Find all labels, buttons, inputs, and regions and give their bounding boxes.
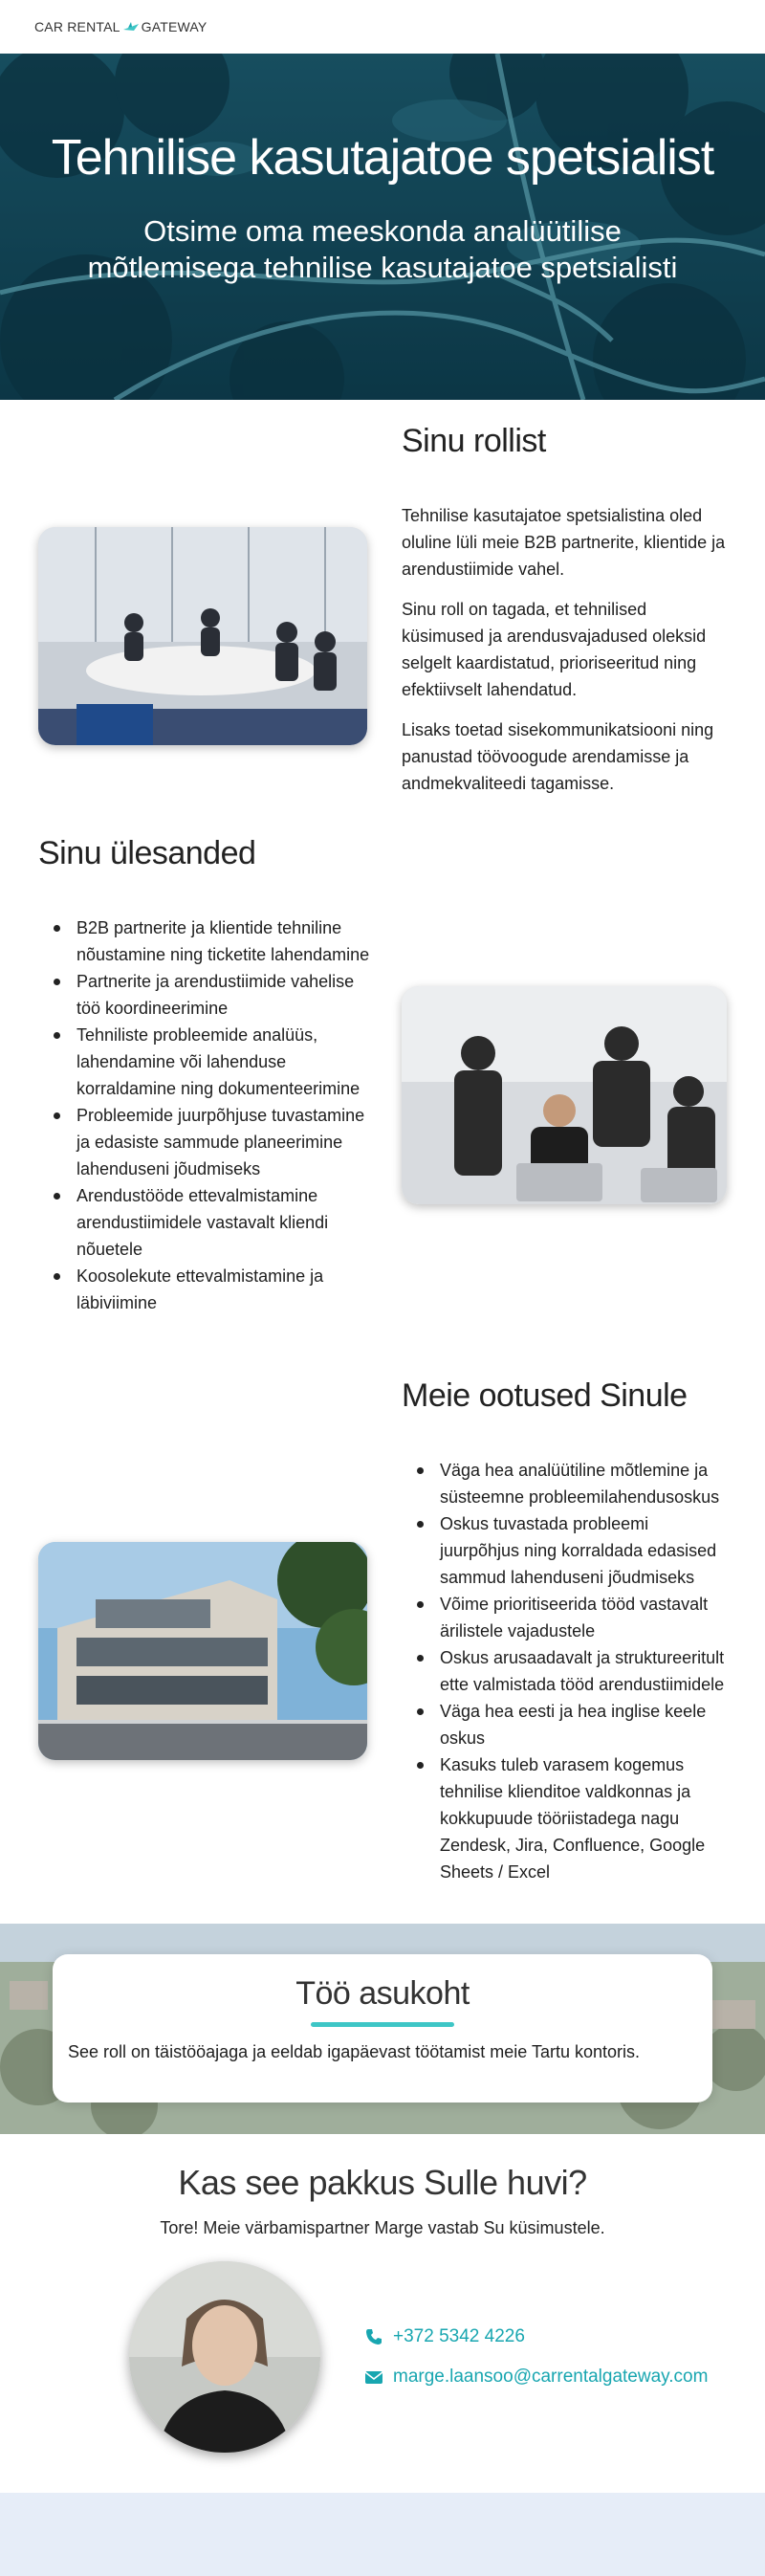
- plane-icon: [122, 20, 140, 33]
- list-item: Kasuks tuleb varasem kogemus tehnilise klienditoe valdkonnas ja kokkupuude tööriistadega nagu Zendesk, Jira, Confluence, Google Sheets / Excel: [402, 1751, 727, 1885]
- location-text: See roll on täistööajaga ja eeldab igapäevast töötamist meie Tartu kontoris.: [68, 2042, 641, 2061]
- list-item: Võime prioritiseerida tööd vastavalt ärilistele vajadustele: [402, 1591, 727, 1644]
- logo[interactable]: [34, 19, 207, 34]
- list-item: Arendustööde ettevalmistamine arendustiimidele vastavalt kliendi nõuetele: [38, 1182, 382, 1263]
- hero-subtitle: Otsime oma meeskonda analüütilise mõtlemisega tehnilise kasutajatoe spetsialisti: [87, 214, 678, 284]
- phone-link[interactable]: [364, 2326, 708, 2347]
- email-address: marge.laansoo@carrentalgateway.com: [393, 2367, 709, 2387]
- hero-title: Tehnilise kasutajatoe spetsialist: [51, 130, 714, 186]
- footer: [0, 2493, 765, 2576]
- expectations-title: Meie ootused Sinule: [402, 1377, 688, 1414]
- expectations-section: [0, 1316, 765, 1885]
- location-title: Töö asukoht: [295, 1975, 470, 2012]
- logo-text-right: GATEWAY: [141, 19, 208, 34]
- list-item: Partnerite ja arendustiimide vahelise töö koordineerimine: [38, 968, 382, 1022]
- list-item: Probleemide juurpõhjuse tuvastamine ja edasiste sammude planeerimine lahenduseni jõudmiseks: [38, 1102, 382, 1182]
- role-paragraph-2: Sinu roll on tagada, et tehnilised küsimused ja arendusvajadused oleksid selgelt kaardistatud, prioriseeritud ning efektiivselt lahendatud.: [402, 600, 707, 699]
- phone-number: +372 5342 4226: [393, 2326, 525, 2346]
- logo-text-left: CAR RENTAL: [34, 19, 120, 34]
- phone-icon: [364, 2327, 383, 2346]
- site-header: [0, 0, 765, 54]
- tasks-list: [38, 914, 382, 1316]
- role-title: Sinu rollist: [402, 423, 546, 459]
- role-section: [0, 400, 765, 810]
- list-item: Oskus arusaadavalt ja struktureeritult ette valmistada tööd arendustiimidele: [402, 1644, 727, 1698]
- expectations-list: [402, 1457, 727, 1885]
- tasks-section: [0, 810, 765, 1316]
- location-card: [53, 1954, 712, 2103]
- email-link[interactable]: [364, 2367, 708, 2388]
- list-item: Oskus tuvastada probleemi juurpõhjus ning korraldada edasised sammud lahenduseni jõudmiseks: [402, 1510, 727, 1591]
- avatar: [129, 2261, 320, 2453]
- role-paragraph-1: Tehnilise kasutajatoe spetsialistina oled oluline lüli meie B2B partnerite, klientide ja arendustiimide vahel.: [402, 506, 726, 579]
- list-item: Väga hea eesti ja hea inglise keele oskus: [402, 1698, 727, 1751]
- list-item: Tehniliste probleemide analüüs, lahendamine või lahenduse korraldamine ning dokumenteerimine: [38, 1022, 382, 1102]
- tasks-title: Sinu ülesanded: [38, 835, 256, 871]
- location-section: [0, 1924, 765, 2134]
- contact-section: [0, 2134, 765, 2493]
- contact-title: Kas see pakkus Sulle huvi?: [178, 2163, 587, 2202]
- list-item: Koosolekute ettevalmistamine ja läbiviimine: [38, 1263, 382, 1316]
- envelope-icon: [364, 2367, 383, 2387]
- meeting-room-image: [38, 527, 367, 745]
- office-building-image: [38, 1542, 367, 1760]
- role-paragraph-3: Lisaks toetad sisekommunikatsiooni ning panustad töövoogude arendamisse ja andmekvaliteedi tagamisse.: [402, 720, 714, 793]
- title-underline: [311, 2022, 454, 2027]
- hero-banner: [0, 54, 765, 400]
- list-item: B2B partnerite ja klientide tehniline nõustamine ning ticketite lahendamine: [38, 914, 382, 968]
- list-item: Väga hea analüütiline mõtlemine ja süsteemne probleemilahendusoskus: [402, 1457, 727, 1510]
- team-laptops-image: [402, 986, 727, 1204]
- contact-subtitle: Tore! Meie värbamispartner Marge vastab Su küsimustele.: [160, 2218, 605, 2237]
